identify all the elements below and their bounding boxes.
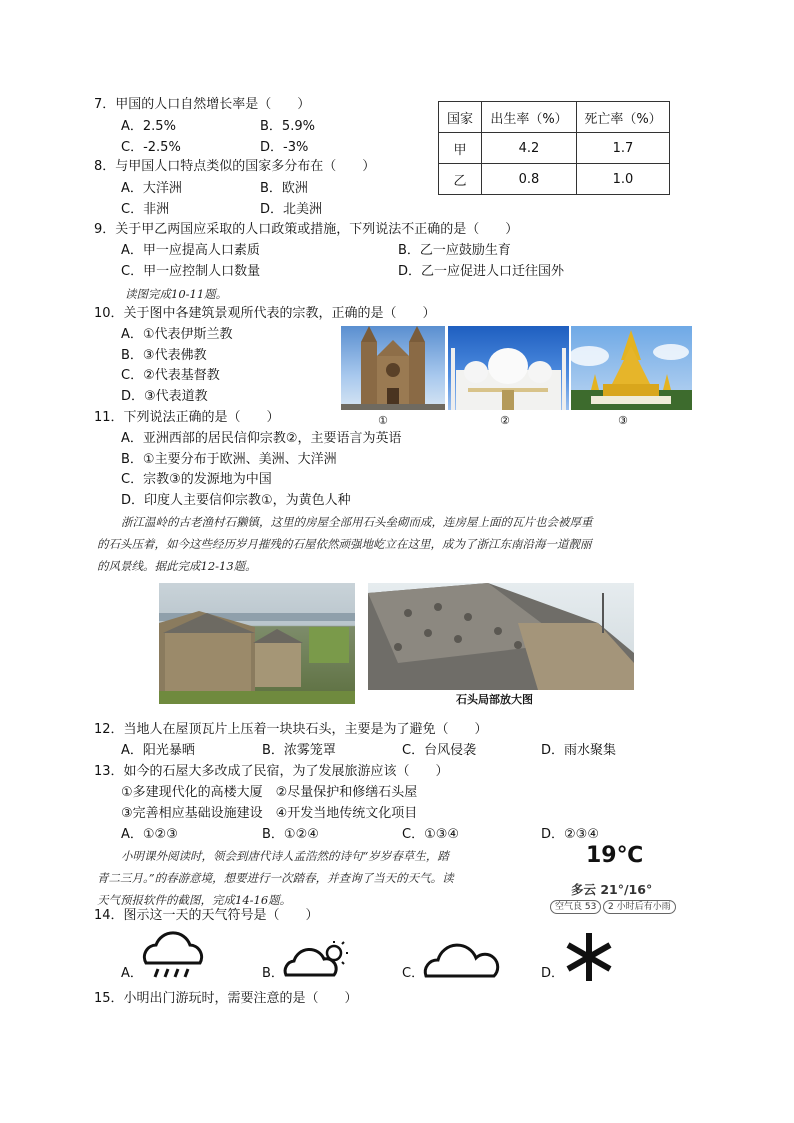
table-cell: 甲: [439, 133, 482, 164]
table-cell: 0.8: [482, 164, 577, 195]
passage2-line: 小明课外阅读时，领会到唐代诗人孟浩然的诗句“岁岁春草生，踏: [121, 849, 449, 863]
air-quality-badge: 空气良 53: [550, 900, 601, 914]
q13-option-a[interactable]: A．①②③: [121, 827, 178, 842]
q11-option-c[interactable]: C．宗教③的发源地为中国: [121, 472, 272, 487]
table-header: 出生率（%）: [482, 102, 577, 133]
q13-statements-1: ①多建现代化的高楼大厦 ②尽量保护和修缮石头屋: [121, 785, 418, 800]
photo-label-3: ③: [618, 414, 628, 427]
passage2-line: 青二三月。”的春游意境，想要进行一次踏春，并查询了当天的天气。读: [97, 871, 454, 885]
q11-option-a[interactable]: A．亚洲西部的居民信仰宗教②，主要语言为英语: [121, 431, 402, 446]
snowflake-icon: [563, 931, 615, 983]
table-cell: 4.2: [482, 133, 577, 164]
q9-stem: 9．关于甲乙两国应采取的人口政策或措施，下列说法不正确的是（ ）: [94, 222, 519, 237]
stone-caption: 石头局部放大图: [456, 693, 533, 706]
q14-option-c[interactable]: C．: [402, 966, 425, 981]
q10-option-d[interactable]: D．③代表道教: [121, 389, 208, 404]
intro-10-11: 读图完成10-11题。: [125, 287, 228, 301]
q7-option-d[interactable]: D．-3%: [260, 140, 309, 155]
q11-option-d[interactable]: D．印度人主要信仰宗教①，为黄色人种: [121, 493, 351, 508]
pagoda-illustration: [571, 326, 692, 410]
q12-option-a[interactable]: A．阳光暴晒: [121, 743, 195, 758]
pagoda-photo: [571, 326, 692, 410]
q9-option-a[interactable]: A．甲一应提高人口素质: [121, 243, 260, 258]
passage-line: 的石头压着，如今这些经历岁月摧残的石屋依然顽强地屹立在这里，成为了浙江东南沿海一道靓丽: [97, 537, 592, 551]
q13-option-b[interactable]: B．①②④: [262, 827, 319, 842]
table-cell: 1.0: [577, 164, 670, 195]
q12-stem: 12．当地人在屋顶瓦片上压着一块块石头，主要是为了避免（ ）: [94, 722, 488, 737]
rain-forecast-badge: 2 小时后有小雨: [603, 900, 676, 914]
weather-temperature: 19℃: [586, 843, 644, 868]
photo-label-2: ②: [500, 414, 510, 427]
q7-stem: 7．甲国的人口自然增长率是（ ）: [94, 97, 311, 112]
church-photo: [341, 326, 445, 410]
q12-option-b[interactable]: B．浓雾笼罩: [262, 743, 336, 758]
q8-option-d[interactable]: D．北美洲: [260, 202, 323, 217]
q9-option-b[interactable]: B．乙一应鼓励生育: [398, 243, 511, 258]
q11-stem: 11．下列说法正确的是（ ）: [94, 410, 280, 425]
stone-roof-closeup-photo: [368, 583, 634, 690]
q14-option-d[interactable]: D．: [541, 966, 565, 981]
q10-option-b[interactable]: B．③代表佛教: [121, 348, 207, 363]
q13-option-d[interactable]: D．②③④: [541, 827, 599, 842]
passage-line: 的风景线。据此完成12-13题。: [97, 559, 257, 573]
q15-stem: 15．小明出门游玩时，需要注意的是（ ）: [94, 991, 358, 1006]
q8-option-c[interactable]: C．非洲: [121, 202, 170, 217]
q10-option-a[interactable]: A．①代表伊斯兰教: [121, 327, 233, 342]
q7-option-b[interactable]: B．5.9%: [260, 119, 315, 134]
mosque-illustration: [448, 326, 569, 410]
table-header: 国家: [439, 102, 482, 133]
q8-option-a[interactable]: A．大洋洲: [121, 181, 182, 196]
q8-option-b[interactable]: B．欧洲: [260, 181, 308, 196]
table-header: 死亡率（%）: [577, 102, 670, 133]
weather-description: 多云 21°/16°: [571, 882, 653, 897]
stone-roof-illustration: [368, 583, 634, 690]
q14-stem: 14．图示这一天的天气符号是（ ）: [94, 908, 319, 923]
q10-option-c[interactable]: C．②代表基督教: [121, 368, 220, 383]
photo-label-1: ①: [378, 414, 388, 427]
q13-statements-2: ③完善相应基础设施建设 ④开发当地传统文化项目: [121, 806, 418, 821]
q14-option-a[interactable]: A．: [121, 966, 143, 981]
q12-option-c[interactable]: C．台风侵袭: [402, 743, 477, 758]
q12-option-d[interactable]: D．雨水聚集: [541, 743, 617, 758]
mosque-photo: [448, 326, 569, 410]
stone-village-illustration: [159, 583, 355, 704]
partly-cloudy-icon: [284, 941, 350, 977]
q9-option-d[interactable]: D．乙一应促进人口迁往国外: [398, 264, 565, 279]
table-cell: 乙: [439, 164, 482, 195]
cloudy-icon: [424, 946, 496, 978]
q8-stem: 8．与甲国人口特点类似的国家多分布在（ ）: [94, 159, 376, 174]
q7-option-c[interactable]: C．-2.5%: [121, 140, 181, 155]
q7-option-a[interactable]: A．2.5%: [121, 119, 176, 134]
stone-village-photo: [159, 583, 355, 704]
passage2-line: 天气预报软件的截图，完成14-16题。: [97, 893, 292, 907]
q13-stem: 13．如今的石屋大多改成了民宿，为了发展旅游应该（ ）: [94, 764, 449, 779]
q11-option-b[interactable]: B．①主要分布于欧洲、美洲、大洋洲: [121, 452, 337, 467]
q14-option-b[interactable]: B．: [262, 966, 284, 981]
q10-stem: 10．关于图中各建筑景观所代表的宗教，正确的是（ ）: [94, 306, 436, 321]
q9-option-c[interactable]: C．甲一应控制人口数量: [121, 264, 261, 279]
church-illustration: [341, 326, 445, 410]
rain-icon: [142, 933, 204, 981]
passage-line: 浙江温岭的古老渔村石獭镇，这里的房屋全部用石头垒砌而成，连房屋上面的瓦片也会被厚重: [121, 515, 593, 529]
q13-option-c[interactable]: C．①③④: [402, 827, 460, 842]
birth-death-rate-table: [438, 101, 670, 195]
table-cell: 1.7: [577, 133, 670, 164]
